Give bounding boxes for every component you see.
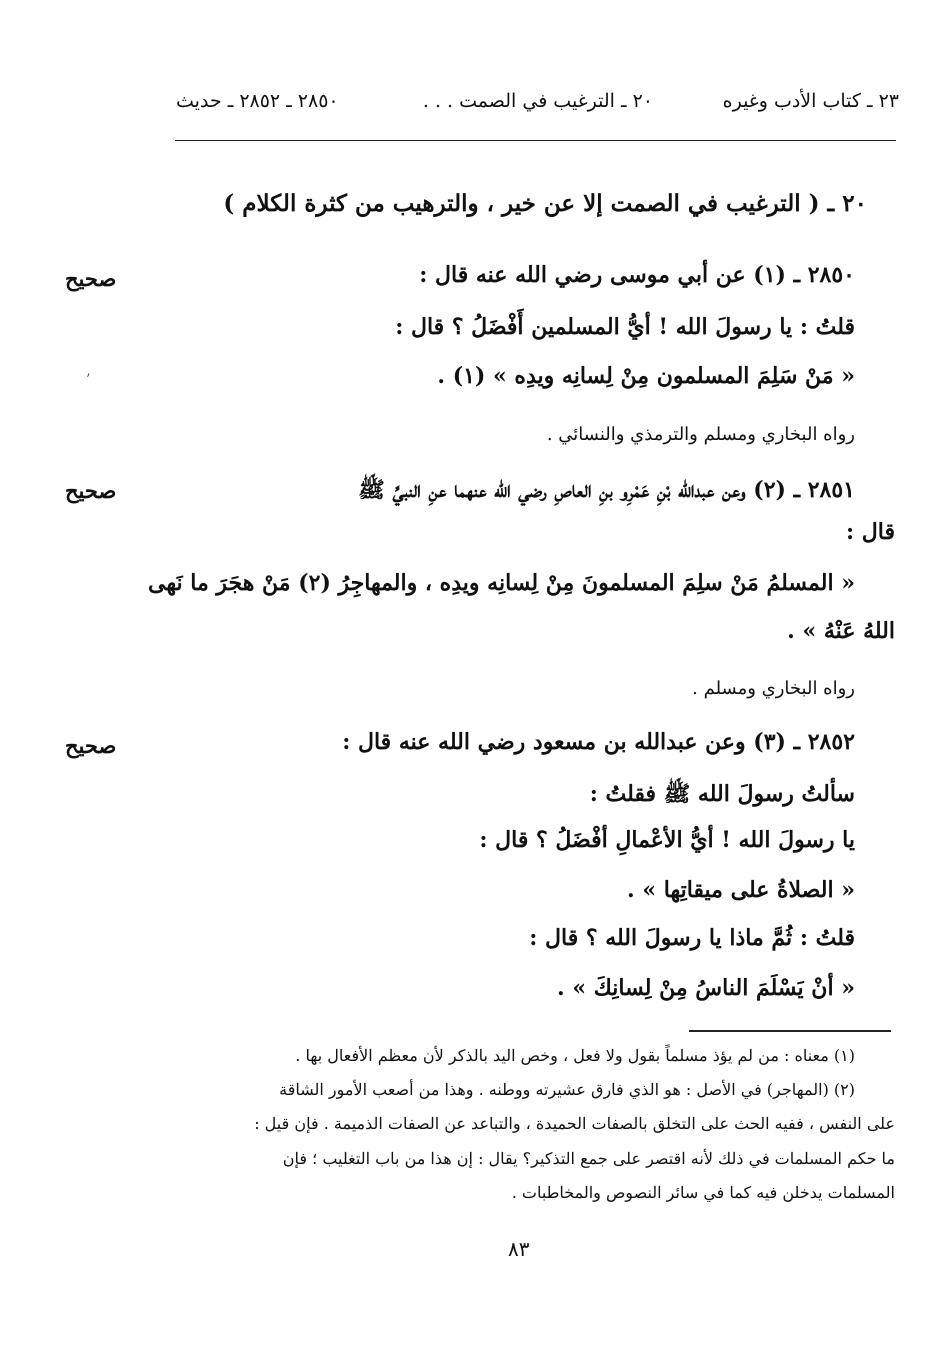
hadith-3-line-1: ٢٨٥٢ ـ (٣) وعن عبدالله بن مسعود رضي الله عنه قال : <box>342 729 855 755</box>
hadith-2-line-2: قال : <box>846 519 895 545</box>
footnote-2-line-3: ما حكم المسلمات في ذلك لأنه اقتصر على جمع التذكير؟ يقال : إن هذا من باب التغليب ؛ فإن <box>282 1149 895 1168</box>
hadith-1-line-3: « مَنْ سَلِمَ المسلمون مِنْ لِسانِه ويدِه » (١) . <box>437 363 855 389</box>
hadith-2-line-1: ٢٨٥١ ـ (٢) وعن عبدالله بْنِ عَمْرِو بنِ العاصِ رضي الله عنهما عنِ النبيِّ ﷺ <box>358 477 855 503</box>
margin-mark: ’ <box>86 372 91 388</box>
footnote-1: (١) معناه : من لم يؤذ مسلماً بقول ولا فعل ، وخص اليد بالذكر لأن معظم الأفعال بها . <box>295 1046 855 1065</box>
footnote-2-line-4: المسلمات يدخلن فيه كما في سائر النصوص والمخاطبات . <box>511 1183 895 1202</box>
chapter-title: ٢٠ ـ ( الترغيب في الصمت إلا عن خير ، والترهيب من كثرة الكلام ) <box>223 190 867 217</box>
hadith-3-line-3: يا رسولَ الله ! أيُّ الأعْمالِ أفْضَلُ ؟ قال : <box>479 827 855 853</box>
footnote-2-line-1: (٢) (المهاجر) في الأصل : هو الذي فارق عشيرته ووطنه . وهذا من أصعب الأمور الشاقة <box>279 1080 855 1099</box>
hadith-3-line-2: سألتُ رسولَ الله ﷺ فقلتُ : <box>589 781 855 807</box>
footnote-2-line-2: على النفس ، ففيه الحث على التخلق بالصفات الحميدة ، والتباعد عن الصفات الذميمة . فإن قيل : <box>254 1114 895 1133</box>
hadith-1-grade: صحيح <box>65 266 117 291</box>
hadith-2-grade: صحيح <box>65 478 117 503</box>
header-hadith-range: ٢٨٥٠ ـ ٢٨٥٢ ـ حديث <box>176 90 339 112</box>
hadith-3-grade: صحيح <box>65 733 117 758</box>
hadith-1-line-1: ٢٨٥٠ ـ (١) عن أبي موسى رضي الله عنه قال : <box>419 262 855 288</box>
hadith-2-line-3: « المسلمُ مَنْ سلِمَ المسلمونَ مِنْ لِسانِه ويدِه ، والمهاجِرُ (٢) مَنْ هجَرَ ما نَهى <box>148 570 855 596</box>
hadith-1-line-2: قلتُ : يا رسولَ الله ! أيُّ المسلمين أَفْضَلُ ؟ قال : <box>395 314 855 340</box>
hadith-2-source: رواه البخاري ومسلم . <box>692 678 855 699</box>
hadith-3-line-6: « أنْ يَسْلَمَ الناسُ مِنْ لِسانِكَ » . <box>557 975 855 1001</box>
hadith-1-source: رواه البخاري ومسلم والترمذي والنسائي . <box>546 424 855 445</box>
hadith-2-line-4: اللهُ عَنْهُ » . <box>787 618 895 644</box>
footnote-rule <box>689 1030 891 1032</box>
header-rule <box>175 140 896 141</box>
hadith-3-line-4: « الصلاةُ على ميقاتِها » . <box>627 877 855 903</box>
page-number: ٨٣ <box>508 1237 530 1261</box>
header-book-title: ٢٣ ـ كتاب الأدب وغيره <box>722 90 899 112</box>
header-chapter-title: ٢٠ ـ الترغيب في الصمت . . . <box>422 90 653 112</box>
hadith-3-line-5: قلتُ : ثُمَّ ماذا يا رسولَ الله ؟ قال : <box>529 925 855 951</box>
